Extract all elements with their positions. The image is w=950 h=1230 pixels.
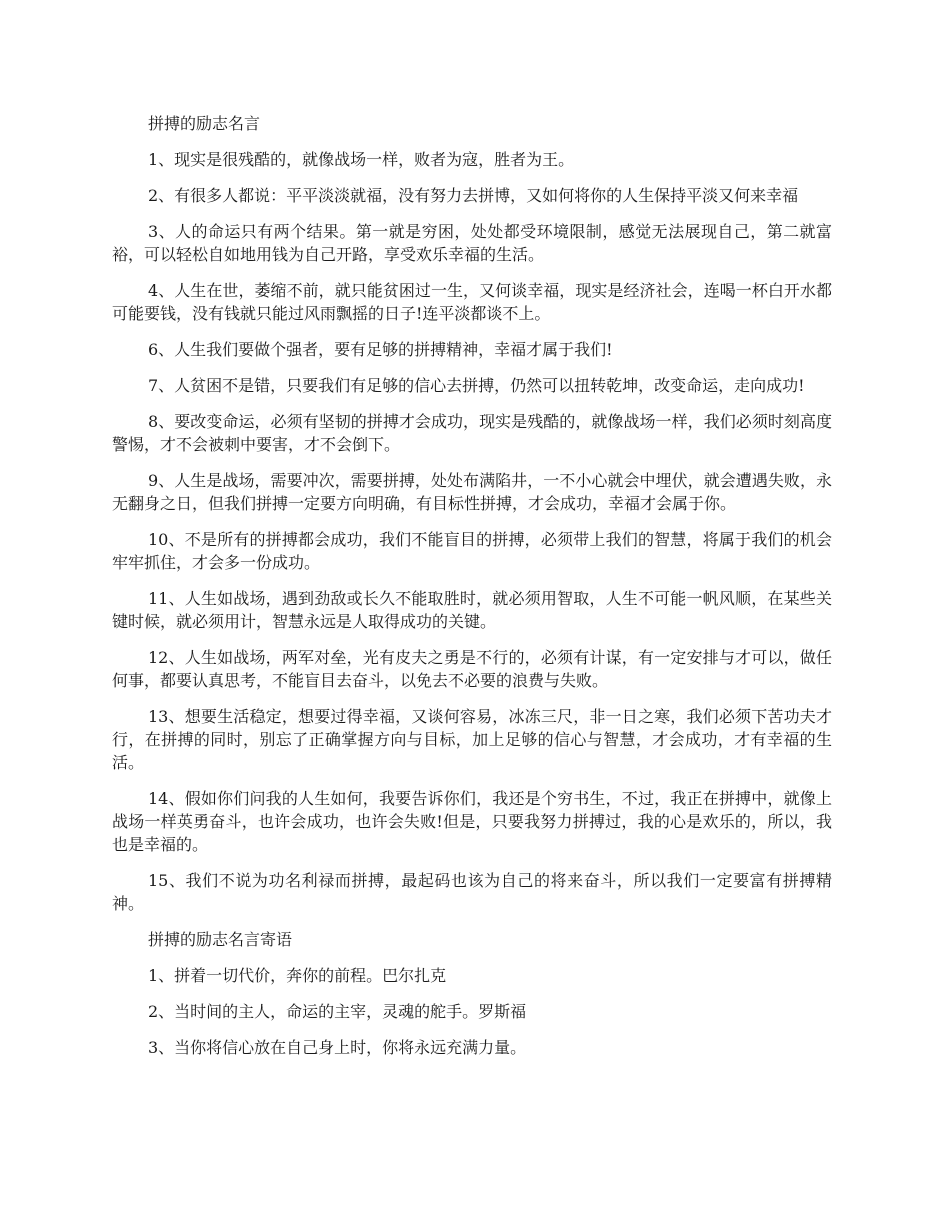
quote-paragraph: 15、我们不说为功名利禄而拼搏，最起码也该为自己的将来奋斗，所以我们一定要富有拼搏精神。: [112, 871, 832, 913]
quote-paragraph: 14、假如你们问我的人生如何，我要告诉你们，我还是个穷书生，不过，我正在拼搏中，就像上战场一样英勇奋斗，也许会成功，也许会失败!但是，只要我努力拼搏过，我的心是欢乐的，所以，我也是幸福的。: [112, 789, 832, 854]
quote-paragraph: 11、人生如战场，遇到劲敌或长久不能取胜时，就必须用智取，人生不可能一帆风顺，在某些关键时候，就必须用计，智慧永远是人取得成功的关键。: [112, 589, 832, 631]
quote-paragraph: 2、当时间的主人，命运的主宰，灵魂的舵手。罗斯福: [148, 1002, 527, 1021]
quote-paragraph: 6、人生我们要做个强者，要有足够的拼搏精神，幸福才属于我们!: [148, 340, 613, 359]
document-page: [112, 112, 832, 1072]
quote-paragraph: 4、人生在世，萎缩不前，就只能贫困过一生，又何谈幸福，现实是经济社会，连喝一杯白开水都可能要钱，没有钱就只能过风雨飘摇的日子!连平淡都谈不上。: [112, 281, 832, 323]
quote-paragraph: 12、人生如战场，两军对垒，光有皮夫之勇是不行的，必须有计谋，有一定安排与才可以，做任何事，都要认真思考，不能盲目去奋斗，以免去不必要的浪费与失败。: [112, 648, 832, 690]
quote-paragraph: 1、拼着一切代价，奔你的前程。巴尔扎克: [148, 966, 447, 985]
quote-paragraph: 1、现实是很残酷的，就像战场一样，败者为寇，胜者为王。: [148, 150, 575, 169]
quote-paragraph: 3、人的命运只有两个结果。第一就是穷困，处处都受环境限制，感觉无法展现自己，第二就富裕，可以轻松自如地用钱为自己开路，享受欢乐幸福的生活。: [112, 222, 832, 264]
quote-paragraph: 8、要改变命运，必须有坚韧的拼搏才会成功，现实是残酷的，就像战场一样，我们必须时刻高度警惕，才不会被刺中要害，才不会倒下。: [112, 412, 832, 454]
quote-paragraph: 2、有很多人都说：平平淡淡就福，没有努力去拼博，又如何将你的人生保持平淡又何来幸福: [148, 186, 799, 205]
quote-paragraph: 13、想要生活稳定，想要过得幸福，又谈何容易，冰冻三尺，非一日之寒，我们必须下苦功夫才行，在拼搏的同时，别忘了正确掌握方向与目标，加上足够的信心与智慧，才会成功，才有幸福的生活。: [112, 707, 832, 772]
quote-paragraph: 7、人贫困不是错，只要我们有足够的信心去拼搏，仍然可以扭转乾坤，改变命运，走向成功!: [148, 376, 805, 395]
quote-paragraph: 9、人生是战场，需要冲次，需要拼搏，处处布满陷井，一不小心就会中埋伏，就会遭遇失败，永无翻身之日，但我们拼搏一定要方向明确，有目标性拼搏，才会成功，幸福才会属于你。: [112, 471, 832, 513]
section-heading: 拼搏的励志名言: [148, 114, 261, 133]
quote-paragraph: 3、当你将信心放在自己身上时，你将永远充满力量。: [148, 1038, 527, 1057]
section-heading: 拼搏的励志名言寄语: [148, 930, 293, 949]
quote-paragraph: 10、不是所有的拼搏都会成功，我们不能盲目的拼搏，必须带上我们的智慧，将属于我们的机会牢牢抓住，才会多一份成功。: [112, 530, 832, 572]
